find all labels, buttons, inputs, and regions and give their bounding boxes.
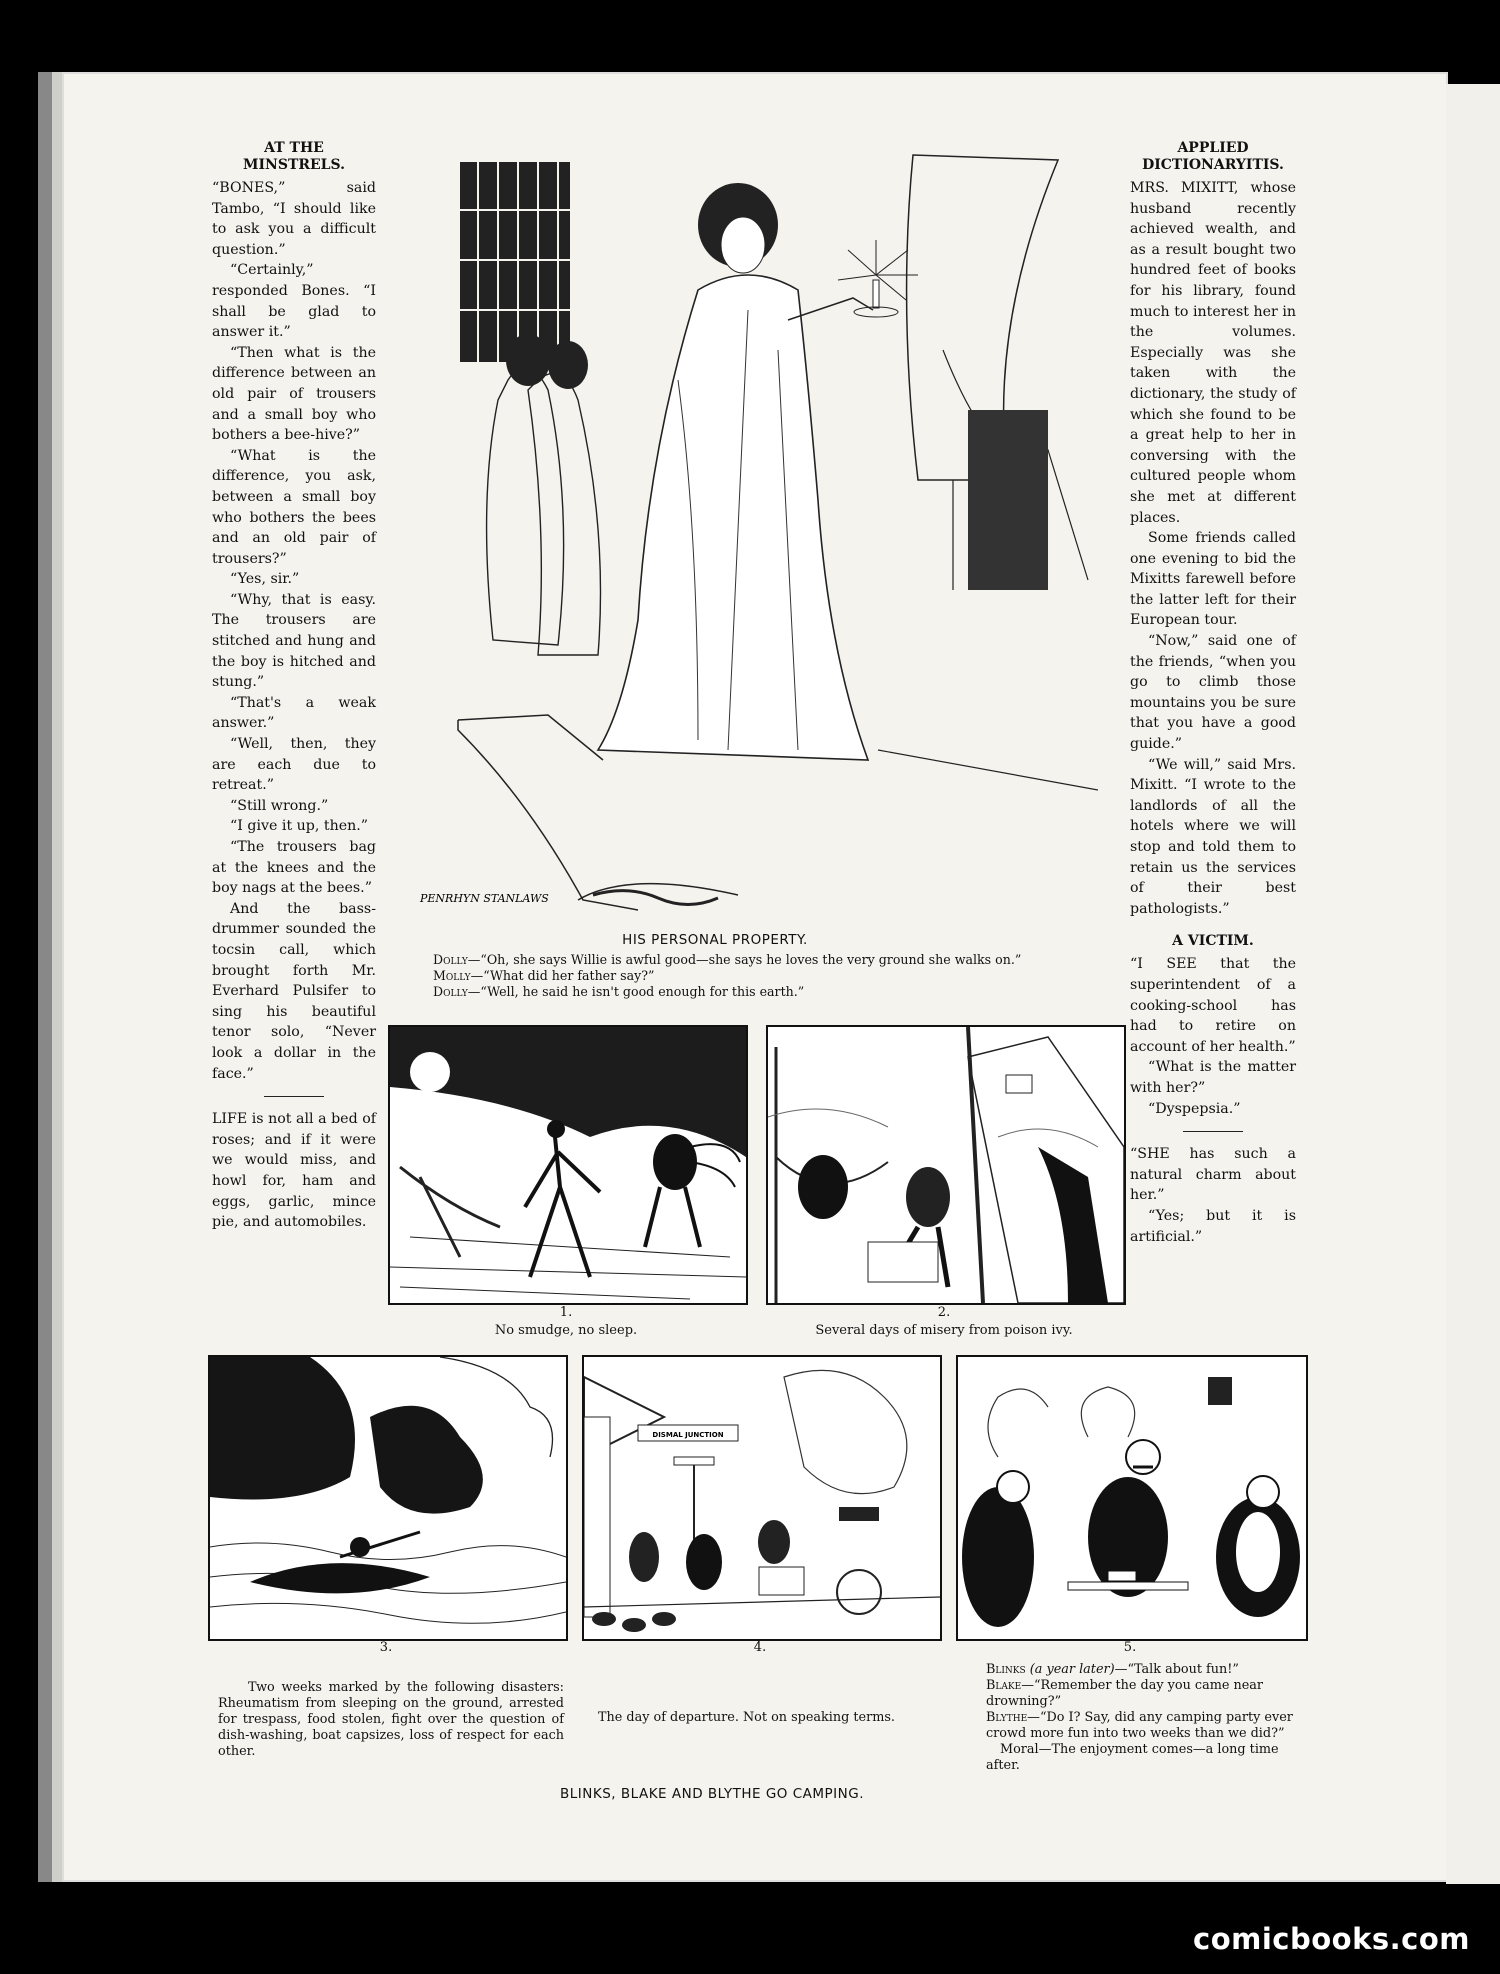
candle <box>873 280 879 308</box>
panel-5-art <box>958 1357 1306 1639</box>
camp-sign <box>1006 1075 1032 1093</box>
traveller-2 <box>686 1534 722 1590</box>
panel-2-art <box>768 1027 1124 1303</box>
man-in-hammock <box>798 1155 848 1219</box>
blinks-seated <box>962 1487 1034 1627</box>
panel-1-caption: No smudge, no sleep. <box>494 1323 638 1338</box>
minstrels-p0: “BONES,” said Tambo, “I should like to ask you a difficult question.” <box>212 180 376 258</box>
background-girl-right <box>528 373 601 655</box>
victim-p0: “I SEE that the superintendent of a cooking-school has had to retire on account of her health.” <box>1130 956 1296 1055</box>
fireplace <box>968 410 1048 590</box>
traveller-3 <box>758 1520 790 1564</box>
divider <box>264 1096 324 1097</box>
divider <box>1183 1131 1243 1132</box>
minstrels-p11: And the bass-drummer sounded the tocsin call, which brought forth Mr. Everhard Pulsifer to sing his beautiful tenor solo, “Never look a dollar in the face.” <box>212 900 376 1082</box>
panel-3-number: 3. <box>379 1640 393 1655</box>
minstrels-p1: “Certainly,” responded Bones. “I shall be glad to answer it.” <box>212 262 376 341</box>
minstrels-p6: “That's a weak answer.” <box>212 694 376 732</box>
minstrels-p3: “What is the difference, you ask, between a small boy who bothers the bees and an old pair of trousers?” <box>212 447 376 567</box>
victim-p2: “Dyspepsia.” <box>1148 1100 1241 1117</box>
minstrels-p9: “I give it up, then.” <box>230 818 369 835</box>
panel-5-caption <box>986 1662 1304 1774</box>
cart-roof <box>839 1507 879 1521</box>
girl-hair <box>548 341 588 389</box>
illustration-dialogue <box>433 952 1093 1000</box>
minstrels-p8: “Still wrong.” <box>230 797 329 814</box>
minstrels-p5: “Why, that is easy. The trousers are stitched and hung and the boy is hitched and stung.” <box>212 591 376 691</box>
minstrels-column <box>212 140 376 1233</box>
panel-1-art <box>390 1027 746 1303</box>
comic-panel-1 <box>388 1025 748 1305</box>
traveller-1 <box>629 1532 659 1582</box>
dialogue-line: Dolly—“Well, he said he isn't good enough for this earth.” <box>433 984 805 999</box>
his-personal-property-illustration <box>398 150 1098 930</box>
table <box>1068 1582 1188 1590</box>
minstrels-p4: “Yes, sir.” <box>230 571 300 588</box>
panel-3-caption: Two weeks marked by the following disasters: Rheumatism from sleeping on the ground, arrested for trespass, food stolen, fight over the question of dish-washing, boat capsizes, loss of respect for each other. <box>218 1680 564 1759</box>
panel-4-caption: The day of departure. Not on speaking terms. <box>598 1710 895 1725</box>
series-title: BLINKS, BLAKE AND BLYTHE GO CAMPING. <box>560 1786 865 1802</box>
victim-p1: “What is the matter with her?” <box>1130 1059 1296 1096</box>
dictionary-p2: “Now,” said one of the friends, “when you go to climb those mountains you be sure that you have a good guide.” <box>1130 633 1296 753</box>
panel-2-caption: Several days of misery from poison ivy. <box>815 1323 1073 1338</box>
panel-3-art <box>210 1357 566 1639</box>
comic-panel-5 <box>956 1355 1308 1641</box>
comic-panel-4 <box>582 1355 942 1641</box>
station-sign-text: DISMAL JUNCTION <box>652 1431 724 1439</box>
caption-line: Blake—“Remember the day you came near drowning?” <box>986 1678 1264 1709</box>
cigar-box <box>1108 1571 1136 1581</box>
comic-panel-3 <box>208 1355 568 1641</box>
dictionary-column <box>1130 140 1296 1247</box>
seated-man <box>906 1167 950 1227</box>
book-binding <box>38 72 52 1882</box>
minstrels-p7: “Well, then, they are each due to retreat.” <box>212 736 376 794</box>
panel-4-number: 4. <box>753 1640 767 1655</box>
dictionary-p3: “We will,” said Mrs. Mixitt. “I wrote to the landlords of all the hotels where we will stop and told them to retain us the services of their best pathologists.” <box>1130 756 1296 917</box>
illustration-title: HIS PERSONAL PROPERTY. <box>622 932 808 948</box>
dialogue-line: Dolly—“Oh, she says Willie is awful good—she says he loves the very ground she walks on.” <box>433 952 1022 967</box>
window <box>460 162 570 362</box>
facing-page-edge <box>1446 84 1500 1884</box>
panel-1-number: 1. <box>559 1305 573 1320</box>
charm-p1: “Yes; but it is artificial.” <box>1130 1207 1296 1245</box>
charm-p0: “SHE has such a natural charm about her.” <box>1130 1146 1296 1204</box>
dictionary-p1: Some friends called one evening to bid the Mixitts farewell before the latter left for their European tour. <box>1130 530 1296 629</box>
minstrels-p2: “Then what is the difference between an old pair of trousers and a small boy who bothers a bee-hive?” <box>212 344 376 444</box>
girl-hair <box>506 334 550 386</box>
caption-line: Blinks (a year later)—“Talk about fun!” <box>986 1662 1239 1677</box>
wall-portrait <box>1208 1377 1232 1405</box>
life-paragraph: LIFE is not all a bed of roses; and if it were we would miss, and howl for, ham and eggs, garlic, mince pie, and automobiles. <box>212 1111 376 1231</box>
panel-5-number: 5. <box>1123 1640 1137 1655</box>
panel-4-art <box>584 1357 940 1639</box>
site-watermark: comicbooks.com <box>1193 1922 1470 1956</box>
storm-trees <box>210 1357 355 1500</box>
dictionary-p0: MRS. MIXITT, whose husband recently achieved wealth, and as a result bought two hundred feet of books for his library, found much to interest her in the volumes. Especially was she taken with the dictionary, the study of which she found to be a great help to her in conversing with the cultured people whom she met at different places. <box>1130 180 1296 526</box>
panel-2-number: 2. <box>937 1305 951 1320</box>
main-girl-face <box>721 217 765 273</box>
luggage <box>759 1567 804 1595</box>
minstrels-heading: AT THE MINSTRELS. <box>242 140 345 173</box>
caption-line: Blythe—“Do I? Say, did any camping party ever crowd more fun into two weeks than we did?” <box>986 1710 1293 1741</box>
victim-heading: A VICTIM. <box>1172 933 1254 950</box>
minstrels-p10: “The trousers bag at the knees and the boy nags at the bees.” <box>212 839 376 897</box>
background-girl-left <box>487 367 564 645</box>
dictionary-heading: APPLIED DICTIONARYITIS. <box>1142 140 1284 173</box>
artist-signature: PENRHYN STANLAWS <box>420 892 549 905</box>
caption-line: Moral—The enjoyment comes—a long time after. <box>986 1742 1279 1773</box>
moon <box>410 1052 450 1092</box>
comic-panel-2 <box>766 1025 1126 1305</box>
dialogue-line: Molly—“What did her father say?” <box>433 968 655 983</box>
main-girl-gown <box>598 275 868 760</box>
